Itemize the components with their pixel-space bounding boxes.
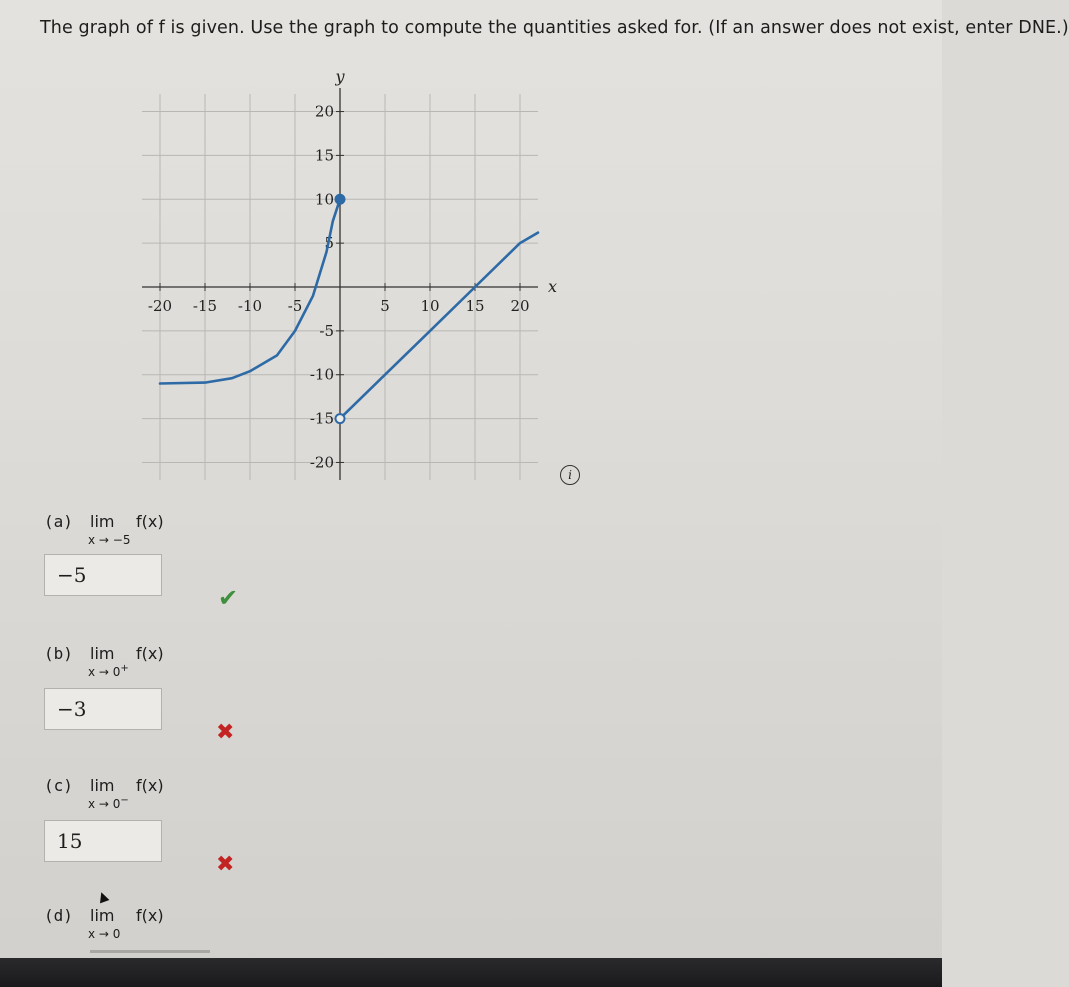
x-tick-label: 5 xyxy=(380,297,390,315)
part-d-label: (d) xyxy=(44,906,73,925)
part-b-lim-word: lim xyxy=(90,644,115,663)
x-axis-label: x xyxy=(548,277,558,296)
y-tick-label: -10 xyxy=(309,365,334,384)
part-c-label: (c) xyxy=(44,776,73,795)
part-a-function: f(x) xyxy=(136,512,164,531)
bottom-dark-bar xyxy=(0,958,942,987)
x-tick-label: -5 xyxy=(287,297,303,315)
curve-right-branch xyxy=(340,233,538,419)
y-tick-label: -15 xyxy=(309,409,334,428)
part-d-lim-sub: x → 0 xyxy=(88,927,121,941)
part-a-lim-sub: x → −5 xyxy=(88,533,131,547)
x-tick-label: -10 xyxy=(237,297,263,315)
part-d-function: f(x) xyxy=(136,906,164,925)
graph-svg xyxy=(120,62,560,492)
y-tick-label: 10 xyxy=(314,190,334,209)
part-c-function: f(x) xyxy=(136,776,164,795)
part-a-lim-word: lim xyxy=(90,512,115,531)
open-point-marker xyxy=(336,414,345,423)
y-tick-label: 5 xyxy=(324,234,334,253)
x-tick-label: 20 xyxy=(510,297,530,315)
check-icon: ✔ xyxy=(218,584,239,612)
function-graph xyxy=(120,62,560,492)
part-c-lim-word: lim xyxy=(90,776,115,795)
part-b-answer-input[interactable]: −3 xyxy=(44,688,162,730)
part-a-answer-input[interactable]: −5 xyxy=(44,554,162,596)
part-c-lim-sub: x → 0− xyxy=(88,795,129,811)
x-tick-label: -20 xyxy=(147,297,173,315)
part-b-lim-sub: x → 0+ xyxy=(88,663,129,679)
part-a-label: (a) xyxy=(44,512,73,531)
y-tick-label: 20 xyxy=(314,102,334,121)
x-tick-label: -15 xyxy=(192,297,218,315)
y-tick-label: -5 xyxy=(319,321,334,340)
x-tick-label: 10 xyxy=(420,297,440,315)
info-icon[interactable]: i xyxy=(560,465,580,485)
part-b-label: (b) xyxy=(44,644,73,663)
cross-icon: ✖ xyxy=(216,720,235,745)
part-d-lim-word: lim xyxy=(90,906,115,925)
part-b-function: f(x) xyxy=(136,644,164,663)
y-tick-label: -20 xyxy=(309,453,334,472)
part-d-answer-input-edge[interactable] xyxy=(90,950,210,953)
y-tick-label: 15 xyxy=(314,146,334,165)
question-prompt: The graph of f is given. Use the graph to compute the quantities asked for. (If an answer does not exist, enter DNE.) xyxy=(40,18,1069,38)
cross-icon: ✖ xyxy=(216,852,235,877)
closed-point-marker xyxy=(336,195,345,204)
part-c-answer-input[interactable]: 15 xyxy=(44,820,162,862)
x-tick-label: 15 xyxy=(465,297,485,315)
y-axis-label: y xyxy=(335,67,345,86)
